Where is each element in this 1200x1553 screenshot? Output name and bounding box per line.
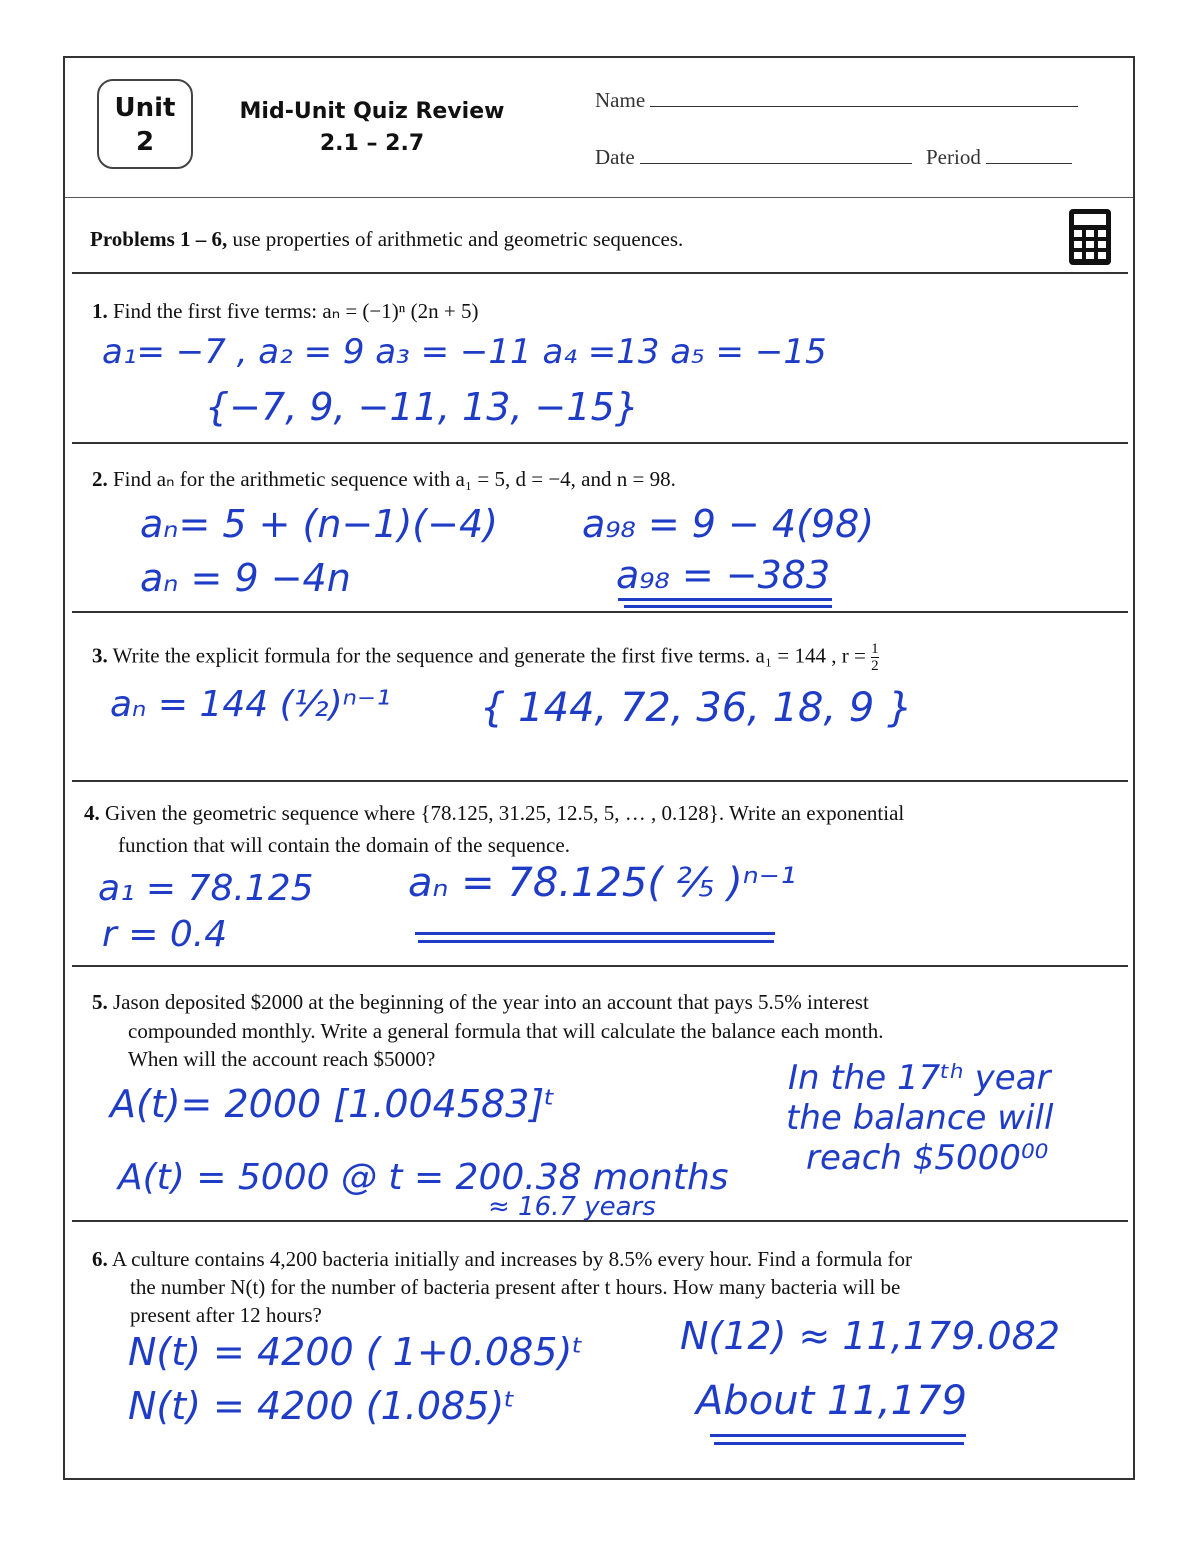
divider-5 (72, 965, 1128, 967)
answer-2-formula: aₙ= 5 + (n−1)(−4) (140, 502, 498, 546)
problem-3-text: Write the explicit formula for the sequence and generate the first five terms. a₁ = 144 , r = (112, 643, 872, 668)
problem-3-number: 3. (92, 643, 108, 668)
answer-6-evaluation: N(12) ≈ 11,179.082 (680, 1314, 1060, 1358)
worksheet-title-block (232, 96, 512, 160)
answer-5-conclusion-3: reach $5000⁰⁰ (806, 1138, 1049, 1178)
problem-2-text: Find aₙ for the arithmetic sequence with a₁ = 5, d = −4, and n = 98. (113, 467, 676, 491)
problem-5-text-line1: Jason deposited $2000 at the beginning of the year into an account that pays 5.5% interest (113, 990, 869, 1014)
problem-4-number: 4. (84, 801, 100, 825)
problem-6-number: 6. (92, 1247, 108, 1271)
problem-5-number: 5. (92, 990, 108, 1014)
problem-1-number: 1. (92, 299, 108, 323)
answer-6-underline (710, 1434, 966, 1437)
answer-4-first-term: a₁ = 78.125 (98, 868, 314, 909)
answer-4-formula: aₙ = 78.125( ⅖ )ⁿ⁻¹ (408, 860, 796, 906)
answer-4-underline (415, 932, 775, 935)
name-field[interactable] (595, 88, 1078, 113)
answer-6-formula: N(t) = 4200 ( 1+0.085)ᵗ (128, 1330, 584, 1374)
problem-6-text-line3: present after 12 hours? (130, 1303, 322, 1327)
page-title: Mid-Unit Quiz Review (239, 99, 505, 124)
answer-2-simplified: aₙ = 9 −4n (140, 556, 351, 600)
problem-5-text-line2: compounded monthly. Write a general formula that will calculate the balance each month. (128, 1019, 884, 1043)
unit-badge (97, 79, 193, 169)
answer-5-conclusion-1: In the 17ᵗʰ year (788, 1058, 1051, 1098)
problem-3 (92, 641, 879, 674)
problem-4 (84, 799, 904, 828)
name-label: Name (595, 88, 646, 112)
answer-2-underline (618, 598, 832, 601)
problem-1-text: Find the first five terms: aₙ = (−1)ⁿ (2n + 5) (113, 299, 479, 323)
answer-4-ratio: r = 0.4 (102, 914, 228, 955)
problem-5 (92, 988, 869, 1017)
answer-4-underline-2 (418, 940, 774, 943)
divider-1 (72, 272, 1128, 274)
answer-3-terms: { 144, 72, 36, 18, 9 } (480, 685, 913, 731)
divider-4 (72, 780, 1128, 782)
date-field[interactable] (595, 145, 912, 170)
problem-4-line2 (118, 831, 570, 860)
problem-4-text-line2: function that will contain the domain of the sequence. (118, 833, 570, 857)
header-divider (65, 197, 1133, 198)
problem-4-text-line1: Given the geometric sequence where {78.125, 31.25, 12.5, 5, … , 0.128}. Write an exponential (105, 801, 905, 825)
divider-3 (72, 611, 1128, 613)
calculator-icon (1068, 208, 1112, 271)
answer-3-formula: aₙ = 144 (½)ⁿ⁻¹ (110, 684, 391, 725)
answer-2-underline-2 (624, 605, 832, 608)
problem-5-line2 (128, 1017, 883, 1046)
instructions-bold: Problems 1 – 6, (90, 227, 228, 251)
answer-5-years: ≈ 16.7 years (488, 1192, 656, 1222)
problem-5-line3 (128, 1045, 435, 1074)
instructions-text: use properties of arithmetic and geometric sequences. (227, 227, 684, 251)
period-blank[interactable] (986, 145, 1072, 164)
problem-5-text-line3: When will the account reach $5000? (128, 1047, 436, 1071)
date-label: Date (595, 145, 635, 169)
fraction-denominator: 2 (871, 658, 879, 674)
problem-6-text-line2: the number N(t) for the number of bacteria present after t hours. How many bacteria will be (130, 1275, 901, 1299)
problem-2-number: 2. (92, 467, 108, 491)
answer-2-substitution: a₉₈ = 9 − 4(98) (582, 502, 875, 546)
answer-6-underline-2 (714, 1442, 964, 1445)
answer-1-terms: a₁= −7 , a₂ = 9 a₃ = −11 a₄ =13 a₅ = −15 (102, 332, 827, 372)
problem-6-line2 (130, 1273, 900, 1302)
divider-6 (72, 1220, 1128, 1222)
unit-number: 2 (135, 127, 155, 157)
problem-6-line3 (130, 1301, 322, 1330)
answer-5-conclusion-2: the balance will (786, 1098, 1054, 1138)
answer-1-set: {−7, 9, −11, 13, −15} (205, 385, 639, 429)
unit-label: Unit (114, 93, 176, 123)
period-field[interactable] (926, 145, 1072, 170)
problem-6-text-line1: A culture contains 4,200 bacteria initially and increases by 8.5% every hour. Find a formula for (111, 1247, 912, 1271)
answer-2-result: a₉₈ = −383 (616, 553, 831, 597)
problem-2 (92, 465, 676, 494)
date-blank[interactable] (640, 145, 912, 164)
divider-2 (72, 442, 1128, 444)
answer-6-simplified: N(t) = 4200 (1.085)ᵗ (128, 1384, 516, 1428)
problem-6 (92, 1245, 912, 1274)
fraction-numerator: 1 (871, 641, 879, 657)
period-label: Period (926, 145, 981, 169)
answer-6-result: About 11,179 (696, 1378, 967, 1424)
page-subtitle: 2.1 – 2.7 (319, 131, 425, 156)
instructions (90, 227, 683, 252)
name-blank[interactable] (650, 88, 1078, 107)
problem-3-fraction (871, 641, 879, 674)
answer-5-formula: A(t)= 2000 [1.004583]ᵗ (110, 1082, 556, 1126)
problem-1 (92, 297, 478, 326)
answer-5-solution: A(t) = 5000 @ t = 200.38 months (118, 1157, 729, 1198)
